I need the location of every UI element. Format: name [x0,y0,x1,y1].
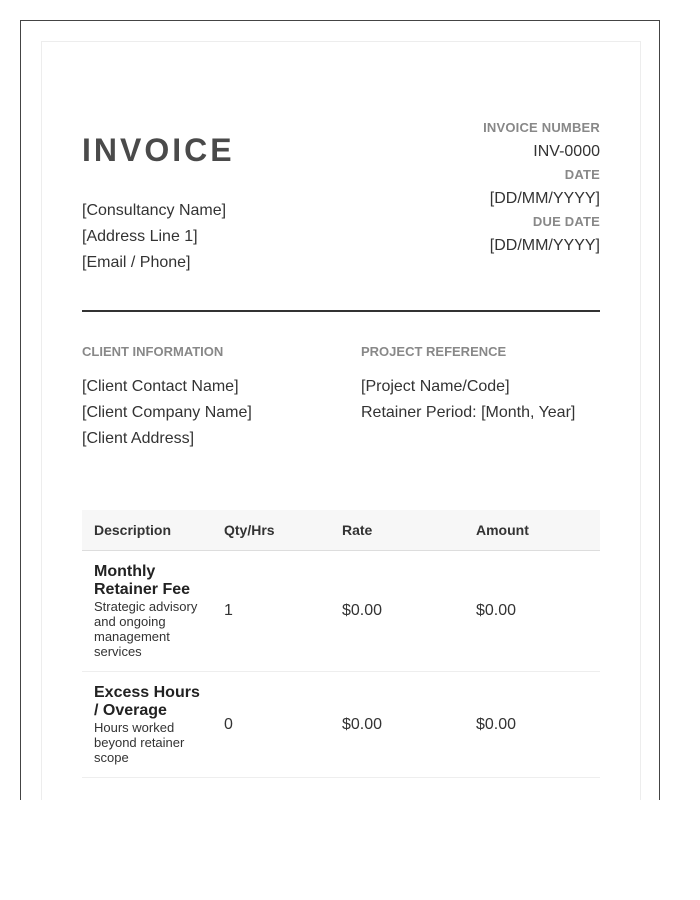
item-name: Monthly Retainer Fee [94,563,191,598]
invoice-meta [483,120,600,261]
consultancy-name: [Consultancy Name] [82,202,227,219]
item-amount: $0.00 [464,672,600,778]
invoice-title: INVOICE [82,132,235,168]
consultancy-address: [Address Line 1] [82,228,198,245]
item-name: Excess Hours / Overage [94,684,200,719]
table-body [82,551,600,778]
item-note: Strategic advisory and ongoing management services [94,599,198,659]
column-header-rate: Rate [330,510,464,551]
line-items-table [82,510,600,778]
header-divider [82,310,600,312]
project-name: [Project Name/Code] [361,378,510,395]
column-header-qty: Qty/Hrs [212,510,330,551]
item-qty: 1 [212,551,330,672]
invoice-content [82,82,600,765]
client-info-label: CLIENT INFORMATION [82,344,224,359]
item-amount: $0.00 [464,551,600,672]
column-header-amount: Amount [464,510,600,551]
consultancy-contact: [Email / Phone] [82,254,191,271]
invoice-card [41,41,641,800]
table-header [82,510,600,551]
item-rate: $0.00 [330,551,464,672]
table-header-row [82,510,600,551]
client-contact-name: [Client Contact Name] [82,378,239,395]
client-address: [Client Address] [82,430,195,447]
due-date-value: [DD/MM/YYYY] [489,237,600,254]
due-date-label: DUE DATE [532,214,600,229]
project-reference [361,344,575,426]
client-information [82,344,252,452]
table-row [82,551,600,672]
invoice-number-label: INVOICE NUMBER [483,120,600,135]
item-description-cell [82,672,212,778]
item-description-cell [82,551,212,672]
client-company-name: [Client Company Name] [82,404,252,421]
date-value: [DD/MM/YYYY] [489,190,600,207]
column-header-description: Description [82,510,212,551]
invoice-number-value: INV-0000 [533,143,600,160]
item-note: Hours worked beyond retainer scope [94,720,185,765]
table-row [82,672,600,778]
consultancy-details [82,198,226,276]
invoice-header [82,82,600,282]
item-qty: 0 [212,672,330,778]
item-rate: $0.00 [330,672,464,778]
retainer-period: Retainer Period: [Month, Year] [361,404,576,421]
line-items-table-wrap [82,510,600,778]
date-label: DATE [564,167,600,182]
project-reference-label: PROJECT REFERENCE [361,344,507,359]
invoice-page [20,20,660,800]
